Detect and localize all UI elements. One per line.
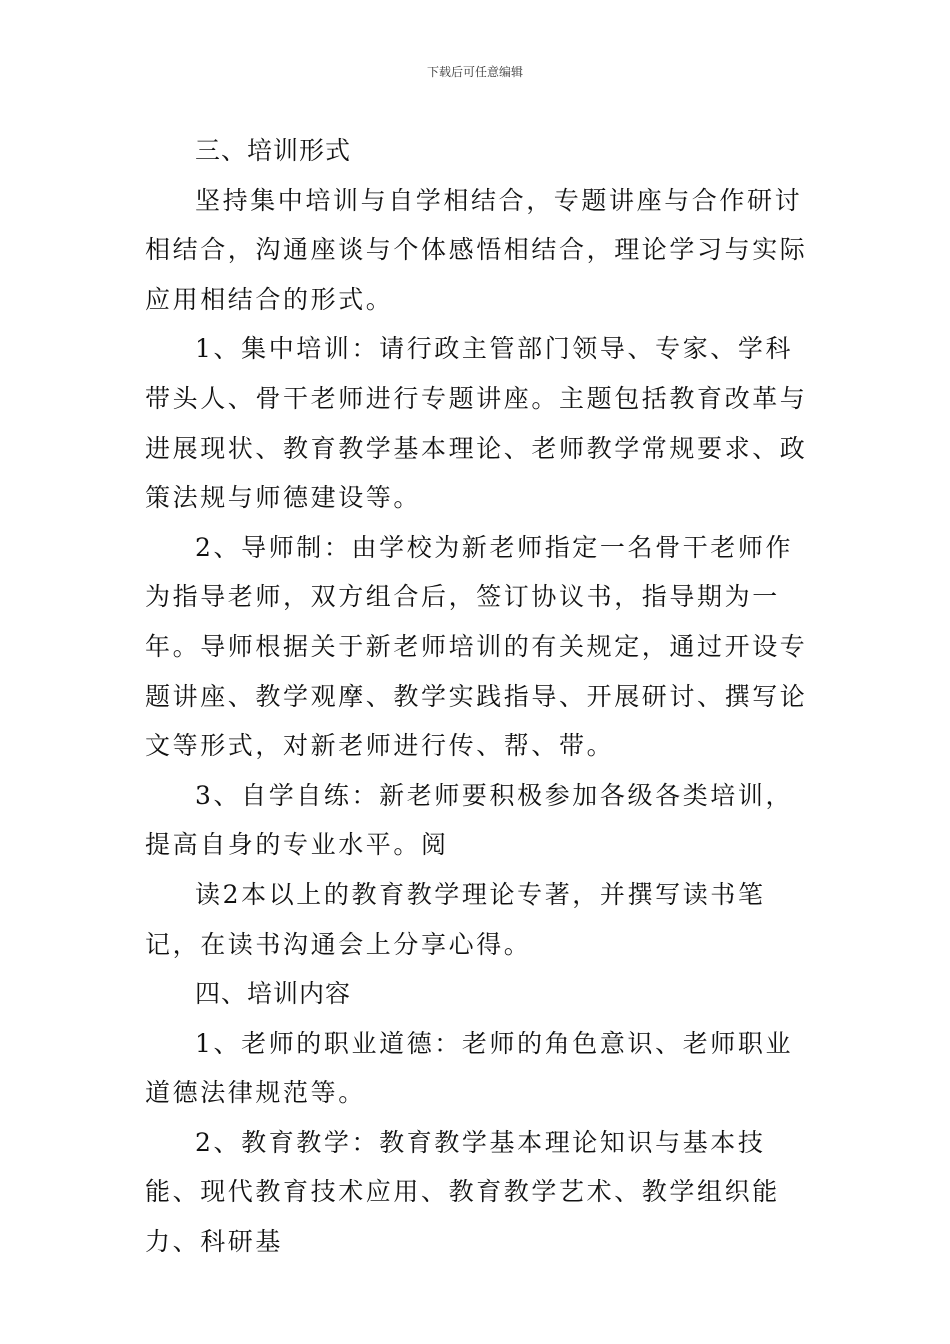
paragraph-self-study: 3、自学自练：新老师要积极参加各级各类培训，提高自身的专业水平。阅	[145, 780, 794, 860]
section-heading-training-content: 四、培训内容	[195, 979, 352, 1009]
paragraph-professional-ethics: 1、老师的职业道德：老师的角色意识、老师职业道德法律规范等。	[145, 1028, 794, 1108]
paragraph-centralized-training: 1、集中培训：请行政主管部门领导、专家、学科带头人、骨干老师进行专题讲座。主题包括教育改革与进展现状、教育教学基本理论、老师教学常规要求、政策法规与师德建设等。	[145, 334, 808, 513]
paragraph-mentor-system: 2、导师制：由学校为新老师指定一名骨干老师作为指导老师，双方组合后，签订协议书，指导期为一年。导师根据关于新老师培训的有关规定，通过开设专题讲座、教学观摩、教学实践指导、开展研讨、撰写论文等形式，对新老师进行传、帮、带。	[145, 532, 808, 761]
section-heading-training-form: 三、培训形式	[195, 136, 352, 165]
document-body	[145, 126, 809, 1267]
paragraph-reading: 读2本以上的教育教学理论专著，并撰写读书笔记，在读书沟通会上分享心得。	[145, 879, 766, 959]
paragraph-education-teaching: 2、教育教学：教育教学基本理论知识与基本技能、现代教育技术应用、教育教学艺术、教学组织能力、科研基	[145, 1127, 780, 1257]
page-header: 下载后可任意编辑	[426, 65, 523, 79]
paragraph-training-principle: 坚持集中培训与自学相结合，专题讲座与合作研讨相结合，沟通座谈与个体感悟相结合，理论学习与实际应用相结合的形式。	[145, 185, 808, 314]
